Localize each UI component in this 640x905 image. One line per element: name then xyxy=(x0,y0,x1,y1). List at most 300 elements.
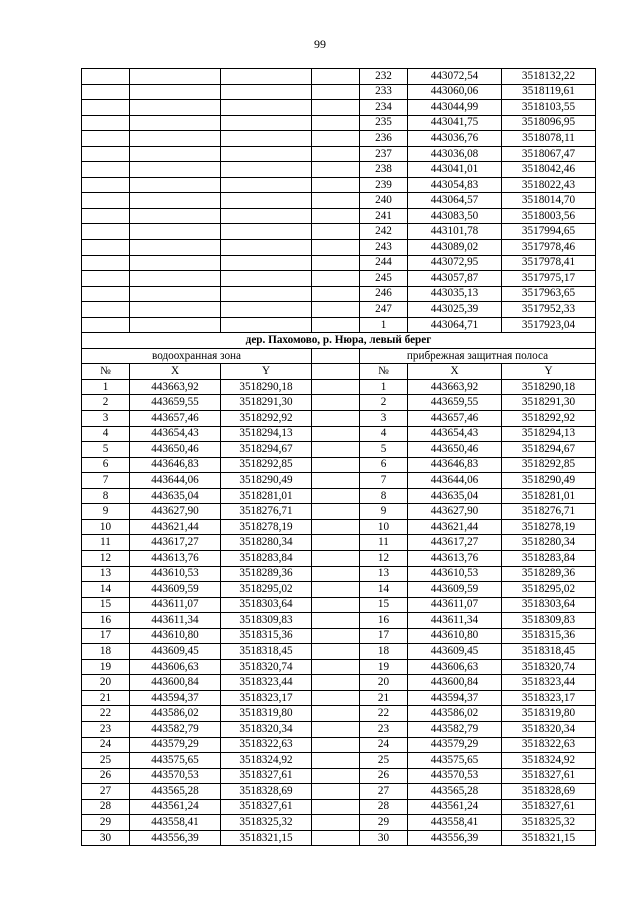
y-coordinate-cell: 3518289,36 xyxy=(502,566,596,582)
spacer-cell xyxy=(312,115,360,131)
point-number-cell: 10 xyxy=(360,519,408,535)
point-number-cell: 29 xyxy=(360,815,408,831)
point-number-cell: 236 xyxy=(360,131,408,147)
spacer-cell xyxy=(312,100,360,116)
y-coordinate-cell: 3518119,61 xyxy=(502,84,596,100)
y-coordinate-cell: 3517994,65 xyxy=(502,224,596,240)
continuation-row xyxy=(82,177,596,193)
table-row xyxy=(82,659,596,675)
y-coordinate-cell: 3518322,63 xyxy=(221,737,312,753)
y-coordinate-cell: 3518320,74 xyxy=(221,659,312,675)
y-coordinate-cell: 3518294,67 xyxy=(221,442,312,458)
table-row xyxy=(82,473,596,489)
x-coordinate-cell: 443575,65 xyxy=(130,753,221,769)
point-number-cell: 13 xyxy=(360,566,408,582)
point-number-cell: 25 xyxy=(360,753,408,769)
y-coordinate-cell: 3518280,34 xyxy=(221,535,312,551)
y-coordinate-cell: 3518280,34 xyxy=(502,535,596,551)
spacer-cell xyxy=(312,395,360,411)
y-coordinate-cell: 3518322,63 xyxy=(502,737,596,753)
y-coordinate-cell: 3518022,43 xyxy=(502,177,596,193)
spacer-cell xyxy=(312,286,360,302)
y-coordinate-cell: 3518320,34 xyxy=(502,721,596,737)
spacer-cell xyxy=(312,146,360,162)
spacer-cell xyxy=(312,706,360,722)
point-number-cell: 21 xyxy=(82,690,130,706)
point-number-cell: 242 xyxy=(360,224,408,240)
point-number-cell: 22 xyxy=(82,706,130,722)
y-coordinate-cell: 3518103,55 xyxy=(502,100,596,116)
spacer-cell xyxy=(312,177,360,193)
x-coordinate-cell: 443613,76 xyxy=(408,550,502,566)
x-coordinate-cell: 443663,92 xyxy=(130,379,221,395)
x-coordinate-cell: 443613,76 xyxy=(130,550,221,566)
y-coordinate-cell: 3517978,41 xyxy=(502,255,596,271)
table-row xyxy=(82,737,596,753)
y-coordinate-cell: 3518096,95 xyxy=(502,115,596,131)
x-coordinate-cell: 443582,79 xyxy=(130,721,221,737)
empty-cell xyxy=(221,84,312,100)
point-number-cell: 241 xyxy=(360,208,408,224)
zone-header-row xyxy=(82,348,596,364)
x-coordinate-cell: 443072,54 xyxy=(408,69,502,85)
empty-cell xyxy=(82,286,130,302)
empty-cell xyxy=(221,271,312,287)
water-protection-zone-header: водоохранная зона xyxy=(82,348,312,364)
x-coordinate-cell: 443611,07 xyxy=(130,597,221,613)
table-row xyxy=(82,519,596,535)
empty-cell xyxy=(221,100,312,116)
empty-cell xyxy=(82,317,130,333)
y-coordinate-cell: 3518292,85 xyxy=(221,457,312,473)
empty-cell xyxy=(221,177,312,193)
point-number-cell: 3 xyxy=(82,411,130,427)
x-coordinate-cell: 443579,29 xyxy=(408,737,502,753)
spacer-cell xyxy=(312,131,360,147)
y-coordinate-cell: 3518294,13 xyxy=(221,426,312,442)
empty-cell xyxy=(82,100,130,116)
spacer-cell xyxy=(312,504,360,520)
y-coordinate-cell: 3518324,92 xyxy=(221,753,312,769)
table-row xyxy=(82,706,596,722)
point-number-cell: 14 xyxy=(360,582,408,598)
table-row xyxy=(82,721,596,737)
x-coordinate-cell: 443072,95 xyxy=(408,255,502,271)
x-coordinate-cell: 443611,07 xyxy=(408,597,502,613)
continuation-row xyxy=(82,208,596,224)
y-coordinate-cell: 3518290,18 xyxy=(502,379,596,395)
empty-cell xyxy=(130,286,221,302)
x-coordinate-cell: 443610,53 xyxy=(408,566,502,582)
x-coordinate-cell: 443646,83 xyxy=(408,457,502,473)
point-number-cell: 29 xyxy=(82,815,130,831)
spacer-cell xyxy=(312,488,360,504)
table-row xyxy=(82,628,596,644)
table-row xyxy=(82,597,596,613)
point-number-cell: 8 xyxy=(82,488,130,504)
x-coordinate-cell: 443606,63 xyxy=(408,659,502,675)
empty-cell xyxy=(130,255,221,271)
x-coordinate-cell: 443606,63 xyxy=(130,659,221,675)
y-coordinate-cell: 3518327,61 xyxy=(502,768,596,784)
point-number-cell: 7 xyxy=(82,473,130,489)
x-coordinate-cell: 443610,80 xyxy=(408,628,502,644)
x-coordinate-cell: 443057,87 xyxy=(408,271,502,287)
empty-cell xyxy=(82,302,130,318)
empty-cell xyxy=(221,115,312,131)
empty-cell xyxy=(130,100,221,116)
continuation-row xyxy=(82,69,596,85)
x-coordinate-cell: 443659,55 xyxy=(130,395,221,411)
spacer-cell xyxy=(312,473,360,489)
point-number-cell: 12 xyxy=(82,550,130,566)
y-coordinate-cell: 3518292,92 xyxy=(502,411,596,427)
point-number-cell: 26 xyxy=(360,768,408,784)
empty-cell xyxy=(130,240,221,256)
point-number-cell: 6 xyxy=(360,457,408,473)
y-coordinate-cell: 3518309,83 xyxy=(502,613,596,629)
y-coordinate-cell: 3518294,13 xyxy=(502,426,596,442)
x-coordinate-cell: 443609,59 xyxy=(130,582,221,598)
empty-cell xyxy=(130,146,221,162)
y-coordinate-cell: 3518303,64 xyxy=(502,597,596,613)
empty-cell xyxy=(82,115,130,131)
y-coordinate-cell: 3518325,32 xyxy=(502,815,596,831)
x-coordinate-cell: 443594,37 xyxy=(408,690,502,706)
y-coordinate-cell: 3518320,74 xyxy=(502,659,596,675)
x-coordinate-cell: 443054,83 xyxy=(408,177,502,193)
empty-cell xyxy=(130,224,221,240)
point-number-cell: 1 xyxy=(360,317,408,333)
y-coordinate-cell: 3518276,71 xyxy=(221,504,312,520)
point-number-cell: 15 xyxy=(360,597,408,613)
spacer-cell xyxy=(312,690,360,706)
y-coordinate-cell: 3518295,02 xyxy=(221,582,312,598)
point-number-cell: 19 xyxy=(82,659,130,675)
point-number-cell: 246 xyxy=(360,286,408,302)
point-number-cell: 22 xyxy=(360,706,408,722)
point-number-cell: 232 xyxy=(360,69,408,85)
x-coordinate-cell: 443621,44 xyxy=(130,519,221,535)
point-number-cell: 18 xyxy=(360,644,408,660)
empty-cell xyxy=(82,162,130,178)
x-coordinate-cell: 443582,79 xyxy=(408,721,502,737)
y-coordinate-cell: 3518295,02 xyxy=(502,582,596,598)
x-coordinate-cell: 443644,06 xyxy=(130,473,221,489)
column-header: X xyxy=(130,364,221,380)
x-coordinate-cell: 443565,28 xyxy=(408,784,502,800)
table-row xyxy=(82,566,596,582)
point-number-cell: 247 xyxy=(360,302,408,318)
empty-cell xyxy=(82,131,130,147)
y-coordinate-cell: 3518290,49 xyxy=(221,473,312,489)
empty-cell xyxy=(82,69,130,85)
x-coordinate-cell: 443556,39 xyxy=(408,830,502,846)
continuation-row xyxy=(82,255,596,271)
y-coordinate-cell: 3518318,45 xyxy=(502,644,596,660)
y-coordinate-cell: 3517963,65 xyxy=(502,286,596,302)
empty-cell xyxy=(130,177,221,193)
x-coordinate-cell: 443646,83 xyxy=(130,457,221,473)
coastal-protection-strip-header: прибрежная защитная полоса xyxy=(360,348,596,364)
spacer-cell xyxy=(312,535,360,551)
x-coordinate-cell: 443650,46 xyxy=(408,442,502,458)
table-row xyxy=(82,753,596,769)
x-coordinate-cell: 443611,34 xyxy=(408,613,502,629)
x-coordinate-cell: 443657,46 xyxy=(408,411,502,427)
y-coordinate-cell: 3518325,32 xyxy=(221,815,312,831)
spacer-cell xyxy=(312,519,360,535)
point-number-cell: 30 xyxy=(82,830,130,846)
x-coordinate-cell: 443594,37 xyxy=(130,690,221,706)
y-coordinate-cell: 3518276,71 xyxy=(502,504,596,520)
continuation-row xyxy=(82,131,596,147)
point-number-cell: 27 xyxy=(360,784,408,800)
x-coordinate-cell: 443654,43 xyxy=(408,426,502,442)
y-coordinate-cell: 3518323,17 xyxy=(221,690,312,706)
point-number-cell: 4 xyxy=(82,426,130,442)
x-coordinate-cell: 443586,02 xyxy=(130,706,221,722)
spacer-cell xyxy=(312,271,360,287)
x-coordinate-cell: 443621,44 xyxy=(408,519,502,535)
x-coordinate-cell: 443565,28 xyxy=(130,784,221,800)
empty-cell xyxy=(82,224,130,240)
point-number-cell: 26 xyxy=(82,768,130,784)
y-coordinate-cell: 3518320,34 xyxy=(221,721,312,737)
empty-cell xyxy=(221,317,312,333)
column-header: Y xyxy=(502,364,596,380)
point-number-cell: 23 xyxy=(82,721,130,737)
y-coordinate-cell: 3518327,61 xyxy=(502,799,596,815)
x-coordinate-cell: 443657,46 xyxy=(130,411,221,427)
x-coordinate-cell: 443064,57 xyxy=(408,193,502,209)
column-header: № xyxy=(82,364,130,380)
point-number-cell: 234 xyxy=(360,100,408,116)
x-coordinate-cell: 443558,41 xyxy=(130,815,221,831)
point-number-cell: 244 xyxy=(360,255,408,271)
empty-cell xyxy=(130,271,221,287)
x-coordinate-cell: 443060,06 xyxy=(408,84,502,100)
point-number-cell: 23 xyxy=(360,721,408,737)
empty-cell xyxy=(221,146,312,162)
point-number-cell: 2 xyxy=(360,395,408,411)
spacer-cell xyxy=(312,426,360,442)
y-coordinate-cell: 3518132,22 xyxy=(502,69,596,85)
page-number: 99 xyxy=(314,37,326,51)
spacer-cell xyxy=(312,240,360,256)
y-coordinate-cell: 3518290,18 xyxy=(221,379,312,395)
x-coordinate-cell: 443558,41 xyxy=(408,815,502,831)
table-row xyxy=(82,582,596,598)
y-coordinate-cell: 3518323,44 xyxy=(502,675,596,691)
spacer-cell xyxy=(312,317,360,333)
column-header: № xyxy=(360,364,408,380)
x-coordinate-cell: 443609,45 xyxy=(408,644,502,660)
x-coordinate-cell: 443083,50 xyxy=(408,208,502,224)
continuation-row xyxy=(82,271,596,287)
point-number-cell: 240 xyxy=(360,193,408,209)
y-coordinate-cell: 3517923,04 xyxy=(502,317,596,333)
empty-cell xyxy=(130,302,221,318)
point-number-cell: 238 xyxy=(360,162,408,178)
spacer-cell xyxy=(312,364,360,380)
point-number-cell: 5 xyxy=(360,442,408,458)
table-row xyxy=(82,784,596,800)
table-row xyxy=(82,379,596,395)
spacer-cell xyxy=(312,628,360,644)
empty-cell xyxy=(130,162,221,178)
empty-cell xyxy=(221,255,312,271)
x-coordinate-cell: 443654,43 xyxy=(130,426,221,442)
y-coordinate-cell: 3518303,64 xyxy=(221,597,312,613)
x-coordinate-cell: 443575,65 xyxy=(408,753,502,769)
y-coordinate-cell: 3518321,15 xyxy=(502,830,596,846)
empty-cell xyxy=(221,224,312,240)
point-number-cell: 5 xyxy=(82,442,130,458)
point-number-cell: 11 xyxy=(360,535,408,551)
y-coordinate-cell: 3518324,92 xyxy=(502,753,596,769)
point-number-cell: 6 xyxy=(82,457,130,473)
table-row xyxy=(82,613,596,629)
empty-cell xyxy=(130,317,221,333)
y-coordinate-cell: 3518042,46 xyxy=(502,162,596,178)
x-coordinate-cell: 443610,80 xyxy=(130,628,221,644)
empty-cell xyxy=(221,302,312,318)
spacer-cell xyxy=(312,768,360,784)
spacer-cell xyxy=(312,659,360,675)
empty-cell xyxy=(130,131,221,147)
x-coordinate-cell: 443600,84 xyxy=(130,675,221,691)
x-coordinate-cell: 443644,06 xyxy=(408,473,502,489)
x-coordinate-cell: 443611,34 xyxy=(130,613,221,629)
y-coordinate-cell: 3518309,83 xyxy=(221,613,312,629)
empty-cell xyxy=(221,69,312,85)
x-coordinate-cell: 443036,08 xyxy=(408,146,502,162)
x-coordinate-cell: 443659,55 xyxy=(408,395,502,411)
x-coordinate-cell: 443570,53 xyxy=(130,768,221,784)
empty-cell xyxy=(221,240,312,256)
spacer-cell xyxy=(312,550,360,566)
x-coordinate-cell: 443609,45 xyxy=(130,644,221,660)
empty-cell xyxy=(82,84,130,100)
spacer-cell xyxy=(312,784,360,800)
spacer-cell xyxy=(312,379,360,395)
y-coordinate-cell: 3518319,80 xyxy=(502,706,596,722)
point-number-cell: 17 xyxy=(360,628,408,644)
y-coordinate-cell: 3518327,61 xyxy=(221,768,312,784)
x-coordinate-cell: 443556,39 xyxy=(130,830,221,846)
y-coordinate-cell: 3518292,85 xyxy=(502,457,596,473)
spacer-cell xyxy=(312,721,360,737)
empty-cell xyxy=(82,240,130,256)
point-number-cell: 7 xyxy=(360,473,408,489)
y-coordinate-cell: 3518315,36 xyxy=(502,628,596,644)
spacer-cell xyxy=(312,208,360,224)
table-row xyxy=(82,690,596,706)
x-coordinate-cell: 443025,39 xyxy=(408,302,502,318)
continuation-row xyxy=(82,317,596,333)
column-header: Y xyxy=(221,364,312,380)
empty-cell xyxy=(130,115,221,131)
point-number-cell: 18 xyxy=(82,644,130,660)
point-number-cell: 4 xyxy=(360,426,408,442)
x-coordinate-cell: 443650,46 xyxy=(130,442,221,458)
spacer-cell xyxy=(312,830,360,846)
empty-cell xyxy=(221,208,312,224)
point-number-cell: 28 xyxy=(360,799,408,815)
y-coordinate-cell: 3518319,80 xyxy=(221,706,312,722)
table-row xyxy=(82,675,596,691)
y-coordinate-cell: 3518318,45 xyxy=(221,644,312,660)
empty-cell xyxy=(130,193,221,209)
continuation-row xyxy=(82,193,596,209)
empty-cell xyxy=(130,69,221,85)
y-coordinate-cell: 3518067,47 xyxy=(502,146,596,162)
continuation-row xyxy=(82,286,596,302)
x-coordinate-cell: 443089,02 xyxy=(408,240,502,256)
spacer-cell xyxy=(312,815,360,831)
y-coordinate-cell: 3518328,69 xyxy=(221,784,312,800)
continuation-row xyxy=(82,84,596,100)
point-number-cell: 245 xyxy=(360,271,408,287)
x-coordinate-cell: 443617,27 xyxy=(130,535,221,551)
empty-cell xyxy=(82,255,130,271)
point-number-cell: 20 xyxy=(82,675,130,691)
spacer-cell xyxy=(312,799,360,815)
table-row xyxy=(82,457,596,473)
point-number-cell: 233 xyxy=(360,84,408,100)
point-number-cell: 25 xyxy=(82,753,130,769)
y-coordinate-cell: 3518289,36 xyxy=(221,566,312,582)
x-coordinate-cell: 443600,84 xyxy=(408,675,502,691)
x-coordinate-cell: 443036,76 xyxy=(408,131,502,147)
point-number-cell: 24 xyxy=(82,737,130,753)
x-coordinate-cell: 443610,53 xyxy=(130,566,221,582)
continuation-row xyxy=(82,115,596,131)
y-coordinate-cell: 3517975,17 xyxy=(502,271,596,287)
y-coordinate-cell: 3518315,36 xyxy=(221,628,312,644)
table-row xyxy=(82,426,596,442)
point-number-cell: 21 xyxy=(360,690,408,706)
spacer-cell xyxy=(312,613,360,629)
point-number-cell: 17 xyxy=(82,628,130,644)
continuation-row xyxy=(82,224,596,240)
point-number-cell: 11 xyxy=(82,535,130,551)
empty-cell xyxy=(82,146,130,162)
y-coordinate-cell: 3518283,84 xyxy=(221,550,312,566)
y-coordinate-cell: 3518278,19 xyxy=(221,519,312,535)
spacer-cell xyxy=(312,224,360,240)
continuation-row xyxy=(82,100,596,116)
continuation-row xyxy=(82,302,596,318)
table-row xyxy=(82,535,596,551)
point-number-cell: 1 xyxy=(82,379,130,395)
y-coordinate-cell: 3518321,15 xyxy=(221,830,312,846)
spacer-cell xyxy=(312,566,360,582)
x-coordinate-cell: 443663,92 xyxy=(408,379,502,395)
point-number-cell: 12 xyxy=(360,550,408,566)
continuation-row xyxy=(82,162,596,178)
x-coordinate-cell: 443044,99 xyxy=(408,100,502,116)
spacer-cell xyxy=(312,582,360,598)
x-coordinate-cell: 443561,24 xyxy=(408,799,502,815)
continuation-row xyxy=(82,146,596,162)
x-coordinate-cell: 443561,24 xyxy=(130,799,221,815)
spacer-cell xyxy=(312,69,360,85)
y-coordinate-cell: 3518323,44 xyxy=(221,675,312,691)
point-number-cell: 13 xyxy=(82,566,130,582)
empty-cell xyxy=(82,208,130,224)
